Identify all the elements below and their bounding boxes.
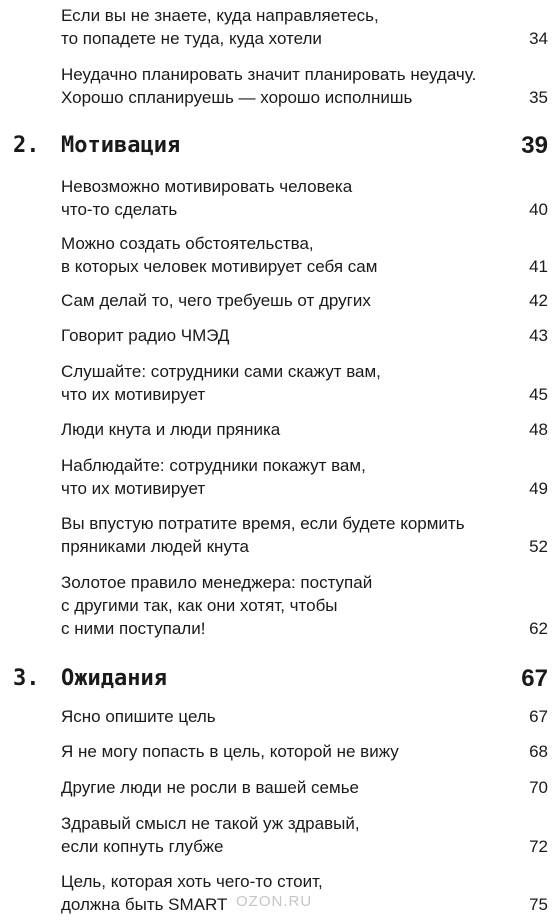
toc-page-number: 34 [529, 29, 548, 48]
chapter-heading [13, 129, 548, 163]
toc-entry-line: что их мотивирует [61, 385, 206, 404]
watermark: OZON.RU [236, 893, 313, 910]
chapter-page-number: 67 [521, 665, 548, 692]
toc-entry-line: должна быть SMART [61, 895, 228, 914]
toc-entry-line: то попадете не туда, куда хотели [61, 29, 322, 48]
toc-entry-line: Сам делай то, чего требуешь от других [61, 291, 371, 310]
toc-entry-line: в которых человек мотивирует себя сам [61, 257, 378, 276]
toc-entry-line: Ясно опишите цель [61, 707, 216, 726]
toc-page-number: 40 [529, 200, 548, 219]
toc-page-number: 62 [529, 619, 548, 638]
toc-page-number: 35 [529, 88, 548, 107]
toc-entry-line: Цель, которая хоть чего-то стоит, [61, 872, 323, 891]
toc-entry-line: что их мотивирует [61, 479, 206, 498]
toc-entry-line: Здравый смысл не такой уж здравый, [61, 814, 360, 833]
toc-page-number: 72 [529, 837, 548, 856]
toc-entry-line: Говорит радио ЧМЭД [61, 326, 230, 345]
toc-page-number: 42 [529, 291, 548, 310]
chapter-number: 3. [13, 666, 40, 691]
toc-entry-line: Хорошо спланируешь — хорошо исполнишь [61, 88, 413, 107]
toc-entry-line: Если вы не знаете, куда направляетесь, [61, 6, 379, 25]
toc-page-number: 43 [529, 326, 548, 345]
chapter-heading [13, 662, 548, 696]
toc-entry [61, 63, 548, 109]
toc-entry [61, 571, 548, 640]
toc-entry-line: Неудачно планировать значит планировать неудачу. [61, 65, 477, 84]
toc-page-number: 49 [529, 479, 548, 498]
toc-entry [61, 175, 548, 221]
toc-page-number: 41 [529, 257, 548, 276]
toc-entry [61, 812, 548, 858]
toc-page-number: 75 [529, 895, 548, 914]
toc-entry-line: с ними поступали! [61, 619, 206, 638]
toc-entry [61, 776, 548, 799]
toc-entry-line: Я не могу попасть в цель, которой не вижу [61, 742, 399, 761]
chapter-title: Ожидания [61, 666, 167, 691]
toc-entry [61, 324, 548, 347]
toc-page-number: 48 [529, 420, 548, 439]
toc-entry [61, 4, 548, 50]
toc-entry [61, 705, 548, 728]
toc-entry [61, 454, 548, 500]
toc-page-number: 68 [529, 742, 548, 761]
toc-entry-line: Вы впустую потратите время, если будете кормить [61, 514, 465, 533]
toc-entry [61, 360, 548, 406]
chapter-page-number: 39 [521, 132, 548, 159]
toc-entry [61, 512, 548, 558]
toc-page-number: 70 [529, 778, 548, 797]
toc-entry-line: Золотое правило менеджера: поступай [61, 573, 373, 592]
toc-entry-line: Невозможно мотивировать человека [61, 177, 353, 196]
chapter-title: Мотивация [61, 133, 181, 158]
toc-entry-line: Можно создать обстоятельства, [61, 234, 314, 253]
toc-entry [61, 232, 548, 278]
toc-entry-line: Люди кнута и люди пряника [61, 420, 281, 439]
toc-entry-line: Слушайте: сотрудники сами скажут вам, [61, 362, 381, 381]
toc-page-number: 67 [529, 707, 548, 726]
toc-entry-line: Другие люди не росли в вашей семье [61, 778, 360, 797]
toc-page-number: 45 [529, 385, 548, 404]
toc-entry-line: пряниками людей кнута [61, 537, 249, 556]
toc-entry [61, 289, 548, 312]
chapter-number: 2. [13, 133, 40, 158]
toc-entry-line: если копнуть глубже [61, 837, 224, 856]
toc-entry-line: что-то сделать [61, 200, 178, 219]
toc-entry [61, 740, 548, 763]
toc-entry-line: Наблюдайте: сотрудники покажут вам, [61, 456, 366, 475]
toc-entry-line: с другими так, как они хотят, чтобы [61, 596, 338, 615]
toc-page-number: 52 [529, 537, 548, 556]
toc-entry [61, 418, 548, 441]
